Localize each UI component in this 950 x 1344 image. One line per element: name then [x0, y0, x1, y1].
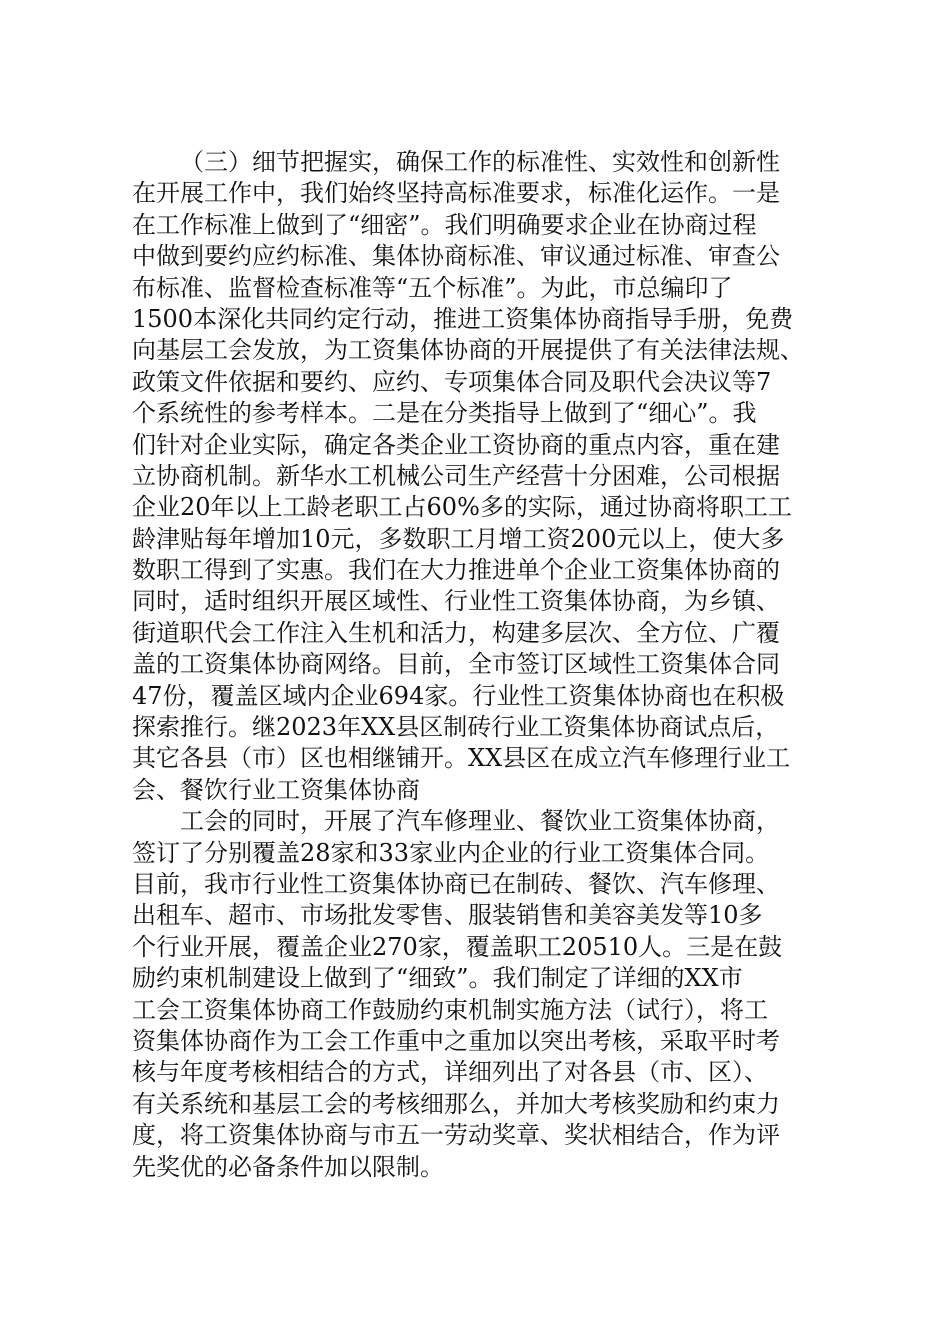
paragraph-1 — [132, 147, 842, 806]
text-line: 企业20年以上工龄老职工占60%多的实际，通过协商将职工工 — [132, 493, 792, 522]
text-line: 工会的同时，开展了汽车修理业、餐饮业工资集体协商， — [180, 807, 780, 836]
text-line: 盖的工资集体协商网络。目前，全市签订区域性工资集体合同 — [132, 650, 780, 679]
text-line: 政策文件依据和要约、应约、专项集体合同及职代会决议等7 — [132, 367, 772, 396]
text-line: 龄津贴每年增加10元，多数职工月增工资200元以上，使大多 — [132, 524, 785, 553]
text-line: 布标准、监督检查标准等“五个标准”。为此，市总编印了 — [132, 273, 733, 302]
text-line: 签订了分别覆盖28家和33家业内企业的行业工资集体合同。 — [132, 838, 770, 867]
text-line: 中做到要约应约标准、集体协商标准、审议通过标准、审查公 — [132, 242, 780, 271]
document-body — [132, 147, 842, 1183]
text-line: 工会工资集体协商工作鼓励约束机制实施方法（试行），将工 — [132, 995, 768, 1024]
text-line: 立协商机制。新华水工机械公司生产经营十分困难，公司根据 — [132, 461, 780, 490]
text-line: 在工作标准上做到了“细密”。我们明确要求企业在协商过程 — [132, 210, 757, 239]
text-line: 度，将工资集体协商与市五一劳动奖章、奖状相结合，作为评 — [132, 1121, 780, 1150]
text-line: 其它各县（市）区也相继铺开。XX县区在成立汽车修理行业工 — [132, 744, 791, 773]
text-line: 同时，适时组织开展区域性、行业性工资集体协商，为乡镇、 — [132, 587, 780, 616]
text-line: 数职工得到了实惠。我们在大力推进单个企业工资集体协商的 — [132, 556, 780, 585]
text-line: 有关系统和基层工会的考核细那么，并加大考核奖励和约束力 — [132, 1089, 780, 1118]
text-line: 出租车、超市、市场批发零售、服装销售和美容美发等10多 — [132, 901, 763, 930]
text-line: 个行业开展，覆盖企业270家，覆盖职工20510人。三是在鼓 — [132, 932, 783, 961]
text-line: 1500本深化共同约定行动，推进工资集体协商指导手册，免费 — [132, 304, 794, 333]
paragraph-2 — [132, 806, 842, 1183]
text-line: 个系统性的参考样本。二是在分类指导上做到了“细心”。我 — [132, 399, 757, 428]
text-line: 资集体协商作为工会工作重中之重加以突出考核，采取平时考 — [132, 1026, 780, 1055]
text-line: 探索推行。继2023年XX县区制砖行业工资集体协商试点后， — [132, 713, 780, 742]
text-line: 会、餐饮行业工资集体协商 — [132, 775, 420, 804]
text-line: 向基层工会发放，为工资集体协商的开展提供了有关法律法规、 — [132, 336, 804, 365]
text-line: 在开展工作中，我们始终坚持高标准要求，标准化运作。一是 — [132, 179, 780, 208]
text-line: 励约束机制建设上做到了“细致”。我们制定了详细的XX市 — [132, 964, 743, 993]
text-line: 47份，覆盖区域内企业694家。行业性工资集体协商也在积极 — [132, 681, 785, 710]
text-line: （三）细节把握实，确保工作的标准性、实效性和创新性 — [180, 148, 780, 176]
text-line: 街道职代会工作注入生机和活力，构建多层次、全方位、广覆 — [132, 618, 780, 647]
text-line: 们针对企业实际，确定各类企业工资协商的重点内容，重在建 — [132, 430, 780, 459]
text-line: 目前，我市行业性工资集体协商已在制砖、餐饮、汽车修理、 — [132, 869, 780, 898]
text-line: 先奖优的必备条件加以限制。 — [132, 1152, 444, 1181]
text-line: 核与年度考核相结合的方式，详细列出了对各县（市、区）、 — [132, 1058, 768, 1087]
